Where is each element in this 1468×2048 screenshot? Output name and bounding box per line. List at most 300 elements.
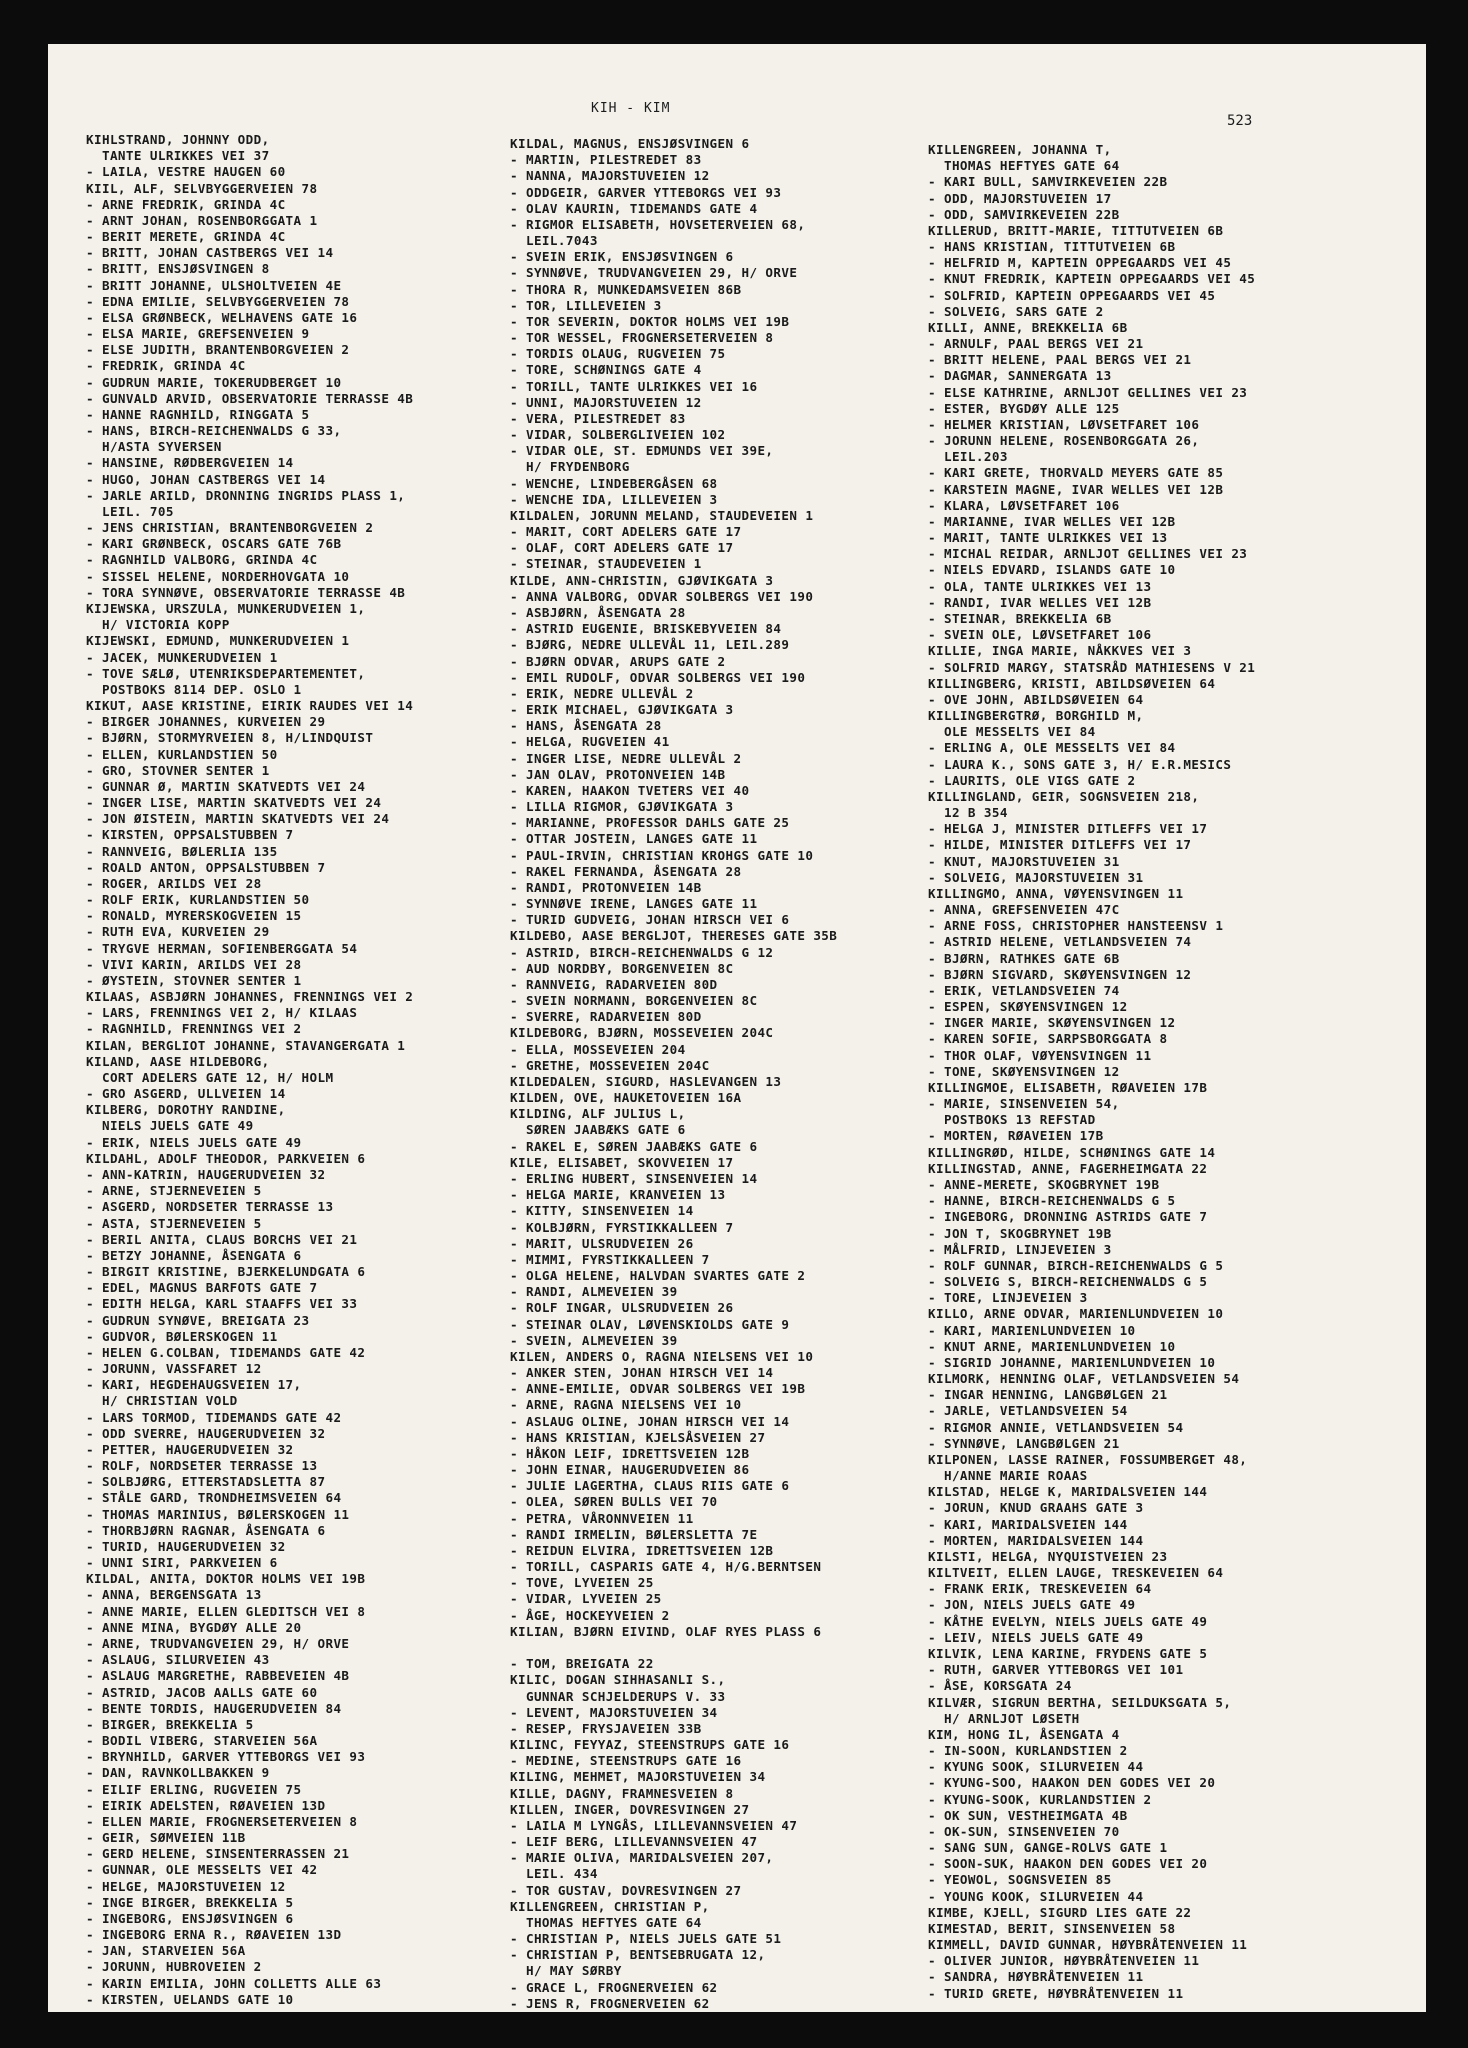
directory-entry: - GRO ASGERD, ULLVEIEN 14 (86, 1086, 286, 1102)
directory-entry: - GUNNAR Ø, MARTIN SKATVEDTS VEI 24 (86, 778, 366, 794)
directory-entry: - KÅTHE EVELYN, NIELS JUELS GATE 49 (928, 1613, 1208, 1629)
directory-entry: - GRACE L, FROGNERVEIEN 62 (510, 1979, 718, 1995)
directory-entry: - REIDUN ELVIRA, IDRETTSVEIEN 12B (510, 1542, 774, 1558)
directory-entry: - ERIK, NIELS JUELS GATE 49 (86, 1134, 302, 1150)
directory-entry: - ERIK, VETLANDSVEIEN 74 (928, 982, 1120, 998)
directory-entry: - KNUT, MAJORSTUVEIEN 31 (928, 853, 1120, 869)
directory-entry: - GUDRUN MARIE, TOKERUDBERGET 10 (86, 374, 342, 390)
directory-entry: - BRITT HELENE, PAAL BERGS VEI 21 (928, 352, 1192, 368)
directory-entry: - INGER LISE, MARTIN SKATVEDTS VEI 24 (86, 795, 382, 811)
directory-entry: - UNNI, MAJORSTUVEIEN 12 (510, 394, 702, 410)
directory-entry: THOMAS HEFTYES GATE 64 (510, 1914, 702, 1930)
directory-entry: KILTVEIT, ELLEN LAUGE, TRESKEVEIEN 64 (928, 1565, 1224, 1581)
directory-entry: - MORTEN, RØAVEIEN 17B (928, 1128, 1104, 1144)
directory-entry: - RONALD, MYRERSKOGVEIEN 15 (86, 908, 302, 924)
directory-entry: - MARTIN, PILESTREDET 83 (510, 152, 702, 168)
directory-entry: - PETRA, VÅRONNVEIEN 11 (510, 1510, 694, 1526)
directory-entry: - ARNE FOSS, CHRISTOPHER HANSTEENSV 1 (928, 918, 1224, 934)
directory-entry: - GUDVOR, BØLERSKOGEN 11 (86, 1328, 278, 1344)
directory-entry: - LILLA RIGMOR, GJØVIKGATA 3 (510, 799, 734, 815)
directory-entry: KILAND, AASE HILDEBORG, (86, 1053, 270, 1069)
directory-entry: KILLI, ANNE, BREKKELIA 6B (928, 319, 1128, 335)
directory-entry: H/ASTA SYVERSEN (86, 439, 222, 455)
directory-entry: - BRITT, ENSJØSVINGEN 8 (86, 261, 270, 277)
directory-entry: - LEIF BERG, LILLEVANNSVEIEN 47 (510, 1834, 758, 1850)
directory-entry: - LARS, FRENNINGS VEI 2, H/ KILAAS (86, 1005, 358, 1021)
directory-entry: KILDEBO, AASE BERGLJOT, THERESES GATE 35B (510, 928, 838, 944)
directory-entry: - ANNA, BERGENSGATA 13 (86, 1587, 262, 1603)
directory-entry: - ØYSTEIN, STOVNER SENTER 1 (86, 972, 302, 988)
directory-entry: - HANNE, BIRCH-REICHENWALDS G 5 (928, 1193, 1176, 1209)
directory-entry: - MARIT, CORT ADELERS GATE 17 (510, 524, 742, 540)
directory-entry: - SOLVEIG, MAJORSTUVEIEN 31 (928, 869, 1144, 885)
directory-entry: - STEINAR, BREKKELIA 6B (928, 610, 1112, 626)
directory-entry: KILAN, BERGLIOT JOHANNE, STAVANGERGATA 1 (86, 1037, 406, 1053)
directory-entry: KIMESTAD, BERIT, SINSENVEIEN 58 (928, 1920, 1176, 1936)
directory-entry: - SOON-SUK, HAAKON DEN GODES VEI 20 (928, 1856, 1208, 1872)
directory-entry: - SYNNØVE, TRUDVANGVEIEN 29, H/ ORVE (510, 265, 798, 281)
directory-entry: - JULIE LAGERTHA, CLAUS RIIS GATE 6 (510, 1478, 790, 1494)
directory-entry: KILE, ELISABET, SKOVVEIEN 17 (510, 1154, 734, 1170)
directory-entry: - INGAR HENNING, LANGBØLGEN 21 (928, 1387, 1168, 1403)
directory-entry: KILEN, ANDERS O, RAGNA NIELSENS VEI 10 (510, 1348, 814, 1364)
directory-entry: - INGER LISE, NEDRE ULLEVÅL 2 (510, 750, 742, 766)
directory-entry: H/ ARNLJOT LØSETH (928, 1710, 1080, 1726)
directory-entry: - JARLE, VETLANDSVEIEN 54 (928, 1403, 1128, 1419)
directory-entry: - RANDI IRMELIN, BØLERSLETTA 7E (510, 1526, 758, 1542)
directory-entry: - OLGA HELENE, HALVDAN SVARTES GATE 2 (510, 1268, 806, 1284)
directory-entry: KILIC, DOGAN SIHHASANLI S., (510, 1672, 726, 1688)
directory-entry: KILLEN, INGER, DOVRESVINGEN 27 (510, 1801, 750, 1817)
directory-entry: - RANNVEIG, BØLERLIA 135 (86, 843, 278, 859)
directory-entry: - EDITH HELGA, KARL STAAFFS VEI 33 (86, 1296, 358, 1312)
directory-entry: SØREN JAABÆKS GATE 6 (510, 1122, 686, 1138)
directory-entry: H/ MAY SØRBY (510, 1963, 622, 1979)
directory-entry: - SVEIN, ALMEVEIEN 39 (510, 1332, 678, 1348)
directory-entry: - RANDI, IVAR WELLES VEI 12B (928, 594, 1152, 610)
directory-entry: - ELSE KATHRINE, ARNLJOT GELLINES VEI 23 (928, 384, 1248, 400)
directory-entry: - KYUNG-SOOK, KURLANDSTIEN 2 (928, 1791, 1152, 1807)
directory-entry: - TOR, LILLEVEIEN 3 (510, 297, 662, 313)
directory-entry: - ODD, MAJORSTUVEIEN 17 (928, 190, 1112, 206)
directory-entry: - TORA SYNNØVE, OBSERVATORIE TERRASSE 4B (86, 584, 406, 600)
directory-entry: - ERIK, NEDRE ULLEVÅL 2 (510, 685, 694, 701)
directory-entry: - ASLAUG OLINE, JOHAN HIRSCH VEI 14 (510, 1413, 790, 1429)
directory-entry: - SVEIN NORMANN, BORGENVEIEN 8C (510, 993, 758, 1009)
directory-entry: - TORILL, CASPARIS GATE 4, H/G.BERNTSEN (510, 1559, 822, 1575)
directory-entry: - BIRGER JOHANNES, KURVEIEN 29 (86, 714, 326, 730)
directory-entry: - MARIANNE, PROFESSOR DAHLS GATE 25 (510, 815, 790, 831)
directory-entry: - ERLING HUBERT, SINSENVEIEN 14 (510, 1171, 758, 1186)
directory-entry: - TURID, HAUGERUDVEIEN 32 (86, 1538, 286, 1554)
directory-entry: - RIGMOR ANNIE, VETLANDSVEIEN 54 (928, 1419, 1184, 1435)
page-number: 523 (1227, 113, 1253, 129)
directory-entry: - NIELS EDVARD, ISLANDS GATE 10 (928, 562, 1176, 578)
directory-entry: - TOVE, LYVEIEN 25 (510, 1575, 654, 1591)
directory-entry: - JACEK, MUNKERUDVEIEN 1 (86, 649, 278, 665)
directory-entry: KILPONEN, LASSE RAINER, FOSSUMBERGET 48, (928, 1451, 1248, 1467)
directory-entry: KIIL, ALF, SELVBYGGERVEIEN 78 (86, 180, 318, 196)
directory-entry: - KARI GRETE, THORVALD MEYERS GATE 85 (928, 465, 1224, 481)
directory-entry: TANTE ULRIKKES VEI 37 (86, 148, 270, 164)
directory-entry: - TORILL, TANTE ULRIKKES VEI 16 (510, 378, 758, 394)
directory-entry: - SANDRA, HØYBRÅTENVEIEN 11 (928, 1969, 1144, 1985)
directory-entry: - RUTH EVA, KURVEIEN 29 (86, 924, 270, 940)
directory-entry: KIJEWSKI, EDMUND, MUNKERUDVEIEN 1 (86, 633, 350, 649)
directory-entry: - PETTER, HAUGERUDVEIEN 32 (86, 1441, 294, 1457)
directory-entry: KILLERUD, BRITT-MARIE, TITTUTVEIEN 6B (928, 222, 1224, 238)
directory-entry: - RANNVEIG, RADARVEIEN 80D (510, 976, 718, 992)
directory-entry: - JENS CHRISTIAN, BRANTENBORGVEIEN 2 (86, 520, 374, 536)
directory-entry: - VIVI KARIN, ARILDS VEI 28 (86, 956, 302, 972)
directory-entry: - ESPEN, SKØYENSVINGEN 12 (928, 999, 1128, 1015)
directory-entry: - LAILA, VESTRE HAUGEN 60 (86, 164, 286, 180)
directory-entry: - KAREN, HAAKON TVETERS VEI 40 (510, 782, 750, 798)
directory-entry: - KARI, MARIENLUNDVEIEN 10 (928, 1322, 1136, 1338)
directory-entry: - TOVE SÆLØ, UTENRIKSDEPARTEMENTET, (86, 665, 366, 681)
directory-entry: KILLINGBERGTRØ, BORGHILD M, (928, 708, 1144, 724)
directory-entry: - GUDRUN SYNØVE, BREIGATA 23 (86, 1312, 310, 1328)
directory-entry: KIMBE, KJELL, SIGURD LIES GATE 22 (928, 1904, 1192, 1920)
directory-entry: - KARI GRØNBECK, OSCARS GATE 76B (86, 536, 342, 552)
directory-entry: - YOUNG KOOK, SILURVEIEN 44 (928, 1888, 1144, 1904)
directory-entry: - EILIF ERLING, RUGVEIEN 75 (86, 1781, 302, 1797)
directory-entry: KILIAN, BJØRN EIVIND, OLAF RYES PLASS 6 (510, 1623, 822, 1639)
directory-entry: - THOMAS MARINIUS, BØLERSKOGEN 11 (86, 1506, 350, 1522)
directory-entry: - GUNNAR, OLE MESSELTS VEI 42 (86, 1862, 318, 1878)
directory-entry: - ODD SVERRE, HAUGERUDVEIEN 32 (86, 1425, 326, 1441)
directory-entry: - NANNA, MAJORSTUVEIEN 12 (510, 168, 710, 184)
directory-entry: KILLINGSTAD, ANNE, FAGERHEIMGATA 22 (928, 1160, 1208, 1176)
directory-entry: - JORUNN HELENE, ROSENBORGGATA 26, (928, 433, 1200, 449)
directory-entry: - SOLFRID MARGY, STATSRÅD MATHIESENS V 21 (928, 659, 1256, 675)
directory-entry: CORT ADELERS GATE 12, H/ HOLM (86, 1069, 334, 1085)
directory-entry: KILDEN, OVE, HAUKETOVEIEN 16A (510, 1090, 742, 1106)
directory-entry: - BJØRN, RATHKES GATE 6B (928, 950, 1120, 966)
directory-entry: - HELGA J, MINISTER DITLEFFS VEI 17 (928, 821, 1208, 837)
directory-entry: - ARNE, STJERNEVEIEN 5 (86, 1183, 262, 1199)
directory-entry: KILLINGLAND, GEIR, SOGNSVEIEN 218, (928, 788, 1200, 804)
directory-entry: - MORTEN, MARIDALSVEIEN 144 (928, 1532, 1144, 1548)
directory-entry: - HILDE, MINISTER DITLEFFS VEI 17 (928, 837, 1192, 853)
directory-entry: - KNUT FREDRIK, KAPTEIN OPPEGAARDS VEI 45 (928, 271, 1256, 287)
directory-entry: - KARI, HEGDEHAUGSVEIEN 17, (86, 1377, 302, 1393)
directory-entry: - AUD NORDBY, BORGENVEIEN 8C (510, 960, 734, 976)
directory-entry: - RESEP, FRYSJAVEIEN 33B (510, 1720, 702, 1736)
directory-entry: - MARIANNE, IVAR WELLES VEI 12B (928, 513, 1176, 529)
directory-entry: - SVEIN OLE, LØVSETFARET 106 (928, 627, 1152, 643)
directory-entry: - TURID GRETE, HØYBRÅTENVEIEN 11 (928, 1985, 1184, 2001)
directory-entry: KILAAS, ASBJØRN JOHANNES, FRENNINGS VEI 2 (86, 989, 414, 1005)
directory-entry: NIELS JUELS GATE 49 (86, 1118, 254, 1134)
directory-entry: - ANNE-EMILIE, ODVAR SOLBERGS VEI 19B (510, 1381, 806, 1397)
directory-entry: - MARIT, TANTE ULRIKKES VEI 13 (928, 530, 1168, 546)
directory-entry: - RIGMOR ELISABETH, HOVSETERVEIEN 68, (510, 216, 806, 232)
directory-entry: - JAN OLAV, PROTONVEIEN 14B (510, 766, 726, 782)
directory-entry: - HANS, BIRCH-REICHENWALDS G 33, (86, 423, 342, 439)
directory-entry: - KAREN SOFIE, SARPSBORGGATA 8 (928, 1031, 1168, 1047)
directory-entry: - LEVENT, MAJORSTUVEIEN 34 (510, 1704, 718, 1720)
directory-entry: 12 B 354 (928, 805, 1008, 821)
directory-entry: - KOLBJØRN, FYRSTIKKALLEEN 7 (510, 1219, 734, 1235)
directory-entry: - ÅGE, HOCKEYVEIEN 2 (510, 1607, 670, 1623)
directory-entry: - OLAF, CORT ADELERS GATE 17 (510, 540, 734, 556)
directory-entry: - KARIN EMILIA, JOHN COLLETTS ALLE 63 (86, 1975, 382, 1991)
directory-entry: KILVIK, LENA KARINE, FRYDENS GATE 5 (928, 1645, 1208, 1661)
directory-entry: - ANNA, GREFSENVEIEN 47C (928, 902, 1120, 918)
directory-entry: - BRITT, JOHAN CASTBERGS VEI 14 (86, 245, 334, 261)
directory-entry: - LAILA M LYNGÅS, LILLEVANNSVEIEN 47 (510, 1817, 798, 1833)
directory-entry: - LAURITS, OLE VIGS GATE 2 (928, 772, 1136, 788)
directory-entry: KILDAHL, ADOLF THEODOR, PARKVEIEN 6 (86, 1150, 366, 1166)
directory-entry: LEIL. 705 (86, 503, 174, 519)
directory-entry: - OLAV KAURIN, TIDEMANDS GATE 4 (510, 200, 758, 216)
directory-entry: - DAGMAR, SANNERGATA 13 (928, 368, 1112, 384)
directory-entry: - BENTE TORDIS, HAUGERUDVEIEN 84 (86, 1700, 342, 1716)
directory-entry: - GEIR, SØMVEIEN 11B (86, 1830, 246, 1846)
directory-entry: - INGEBORG, DRONNING ASTRIDS GATE 7 (928, 1209, 1208, 1225)
directory-entry: - GRO, STOVNER SENTER 1 (86, 762, 270, 778)
directory-entry: - HANS, ÅSENGATA 28 (510, 718, 662, 734)
directory-entry: - SOLBJØRG, ETTERSTADSLETTA 87 (86, 1474, 326, 1490)
directory-entry: - OLA, TANTE ULRIKKES VEI 13 (928, 578, 1152, 594)
directory-entry: - ANNE-MERETE, SKOGBRYNET 19B (928, 1177, 1160, 1192)
directory-entry: - DAN, RAVNKOLLBAKKEN 9 (86, 1765, 270, 1781)
directory-entry: - OVE JOHN, ABILDSØVEIEN 64 (928, 691, 1144, 707)
directory-entry: - IN-SOON, KURLANDSTIEN 2 (928, 1743, 1128, 1759)
directory-entry: - THORBJØRN RAGNAR, ÅSENGATA 6 (86, 1522, 326, 1538)
directory-entry: - RAGNHILD VALBORG, GRINDA 4C (86, 552, 318, 568)
directory-entry: - EIRIK ADELSTEN, RØAVEIEN 13D (86, 1797, 326, 1813)
directory-entry: - ODD, SAMVIRKEVEIEN 22B (928, 206, 1120, 222)
column-1 (86, 132, 413, 2008)
directory-entry: - VERA, PILESTREDET 83 (510, 410, 686, 426)
directory-entry: - KARI, MARIDALSVEIEN 144 (928, 1516, 1128, 1532)
directory-entry: KIMMELL, DAVID GUNNAR, HØYBRÅTENVEIEN 11 (928, 1937, 1248, 1953)
directory-entry: - OK-SUN, SINSENVEIEN 70 (928, 1823, 1120, 1839)
directory-entry: - MÅLFRID, LINJEVEIEN 3 (928, 1241, 1112, 1257)
directory-entry: - RUTH, GARVER YTTEBORGS VEI 101 (928, 1662, 1184, 1678)
directory-entry: - ANKER STEN, JOHAN HIRSCH VEI 14 (510, 1365, 774, 1381)
directory-entry: - SOLVEIG S, BIRCH-REICHENWALDS G 5 (928, 1274, 1208, 1290)
directory-entry: - BETZY JOHANNE, ÅSENGATA 6 (86, 1247, 302, 1263)
directory-entry: - MEDINE, STEENSTRUPS GATE 16 (510, 1753, 742, 1769)
directory-entry: POSTBOKS 13 REFSTAD (928, 1112, 1096, 1128)
directory-entry: - ASTRID EUGENIE, BRISKEBYVEIEN 84 (510, 621, 782, 637)
directory-entry: POSTBOKS 8114 DEP. OSLO 1 (86, 681, 302, 697)
directory-entry: - KARSTEIN MAGNE, IVAR WELLES VEI 12B (928, 481, 1224, 497)
directory-entry: - ASTRID, BIRCH-REICHENWALDS G 12 (510, 944, 774, 960)
directory-entry: KIJEWSKA, URSZULA, MUNKERUDVEIEN 1, (86, 600, 366, 616)
directory-entry: - GUNVALD ARVID, OBSERVATORIE TERRASSE 4B (86, 390, 414, 406)
directory-entry: - GRETHE, MOSSEVEIEN 204C (510, 1057, 710, 1073)
directory-entry: - ELSE JUDITH, BRANTENBORGVEIEN 2 (86, 342, 350, 358)
directory-entry: - SVEIN ERIK, ENSJØSVINGEN 6 (510, 249, 734, 265)
directory-entry: - KYUNG SOOK, SILURVEIEN 44 (928, 1759, 1144, 1775)
directory-entry: - JORUN, KNUD GRAAHS GATE 3 (928, 1500, 1144, 1516)
directory-entry: KIKUT, AASE KRISTINE, EIRIK RAUDES VEI 14 (86, 698, 414, 714)
directory-entry: - SOLVEIG, SARS GATE 2 (928, 303, 1104, 319)
directory-entry: - BIRGIT KRISTINE, BJERKELUNDGATA 6 (86, 1264, 366, 1280)
directory-entry: - MARIE OLIVA, MARIDALSVEIEN 207, (510, 1850, 774, 1866)
directory-entry: KILINC, FEYYAZ, STEENSTRUPS GATE 16 (510, 1737, 790, 1753)
directory-entry: - ROALD ANTON, OPPSALSTUBBEN 7 (86, 859, 326, 875)
directory-entry: - WENCHE IDA, LILLEVEIEN 3 (510, 491, 718, 507)
directory-entry: - MIMMI, FYRSTIKKALLEEN 7 (510, 1251, 710, 1267)
directory-entry: - WENCHE, LINDEBERGÅSEN 68 (510, 475, 718, 491)
directory-entry: - SISSEL HELENE, NORDERHOVGATA 10 (86, 568, 350, 584)
directory-entry: - ELLEN, KURLANDSTIEN 50 (86, 746, 278, 762)
directory-entry: - BIRGER, BREKKELIA 5 (86, 1716, 254, 1732)
directory-entry: - ARNULF, PAAL BERGS VEI 21 (928, 336, 1144, 352)
directory-entry: - HELFRID M, KAPTEIN OPPEGAARDS VEI 45 (928, 255, 1232, 271)
directory-entry: - EDNA EMILIE, SELVBYGGERVEIEN 78 (86, 293, 350, 309)
directory-entry: KILLINGMOE, ELISABETH, RØAVEIEN 17B (928, 1079, 1208, 1095)
directory-entry: KILLIE, INGA MARIE, NÅKKVES VEI 3 (928, 643, 1192, 659)
directory-entry: KIHLSTRAND, JOHNNY ODD, (86, 132, 270, 147)
directory-entry: - BERIT MERETE, GRINDA 4C (86, 229, 286, 245)
directory-entry: - ARNE, TRUDVANGVEIEN 29, H/ ORVE (86, 1635, 350, 1651)
directory-entry: - SANG SUN, GANGE-ROLVS GATE 1 (928, 1840, 1168, 1856)
directory-entry: KILDING, ALF JULIUS L, (510, 1106, 686, 1122)
directory-entry: - HUGO, JOHAN CASTBERGS VEI 14 (86, 471, 326, 487)
directory-entry: - HELGA, RUGVEIEN 41 (510, 734, 670, 750)
directory-entry: - KLARA, LØVSETFARET 106 (928, 497, 1120, 513)
directory-entry (510, 1640, 837, 1656)
directory-entry: - MICHAL REIDAR, ARNLJOT GELLINES VEI 23 (928, 546, 1248, 562)
directory-entry: - HÅKON LEIF, IDRETTSVEIEN 12B (510, 1445, 750, 1461)
directory-entry: - KYUNG-SOO, HAAKON DEN GODES VEI 20 (928, 1775, 1216, 1791)
directory-entry: KILBERG, DOROTHY RANDINE, (86, 1102, 286, 1118)
directory-page (48, 44, 1426, 2012)
directory-entry: - BJØRG, NEDRE ULLEVÅL 11, LEIL.289 (510, 637, 790, 653)
directory-entry: - OTTAR JOSTEIN, LANGES GATE 11 (510, 831, 758, 847)
directory-entry: - BJØRN ODVAR, ARUPS GATE 2 (510, 653, 726, 669)
directory-entry: - ELSA GRØNBECK, WELHAVENS GATE 16 (86, 309, 358, 325)
directory-entry: - GERD HELENE, SINSENTERRASSEN 21 (86, 1846, 350, 1862)
directory-entry: - ASLAUG MARGRETHE, RABBEVEIEN 4B (86, 1668, 350, 1684)
directory-entry: KILDAL, MAGNUS, ENSJØSVINGEN 6 (510, 136, 750, 151)
directory-entry: - ESTER, BYGDØY ALLE 125 (928, 400, 1120, 416)
directory-entry: - FRANK ERIK, TRESKEVEIEN 64 (928, 1581, 1152, 1597)
directory-entry: - ARNE, RAGNA NIELSENS VEI 10 (510, 1397, 742, 1413)
directory-entry: - TONE, SKØYENSVINGEN 12 (928, 1063, 1120, 1079)
directory-entry: - ANNA VALBORG, ODVAR SOLBERGS VEI 190 (510, 588, 814, 604)
directory-entry: - JARLE ARILD, DRONNING INGRIDS PLASS 1, (86, 487, 406, 503)
directory-entry: - UNNI SIRI, PARKVEIEN 6 (86, 1555, 278, 1571)
directory-entry: KILSTI, HELGA, NYQUISTVEIEN 23 (928, 1548, 1168, 1564)
directory-entry: - RANDI, PROTONVEIEN 14B (510, 879, 702, 895)
directory-entry: - EDEL, MAGNUS BARFOTS GATE 7 (86, 1280, 318, 1296)
directory-entry: THOMAS HEFTYES GATE 64 (928, 158, 1120, 174)
directory-entry: - HELEN G.COLBAN, TIDEMANDS GATE 42 (86, 1344, 366, 1360)
directory-entry: - TOR SEVERIN, DOKTOR HOLMS VEI 19B (510, 313, 790, 329)
directory-entry: - ANNE MINA, BYGDØY ALLE 20 (86, 1619, 302, 1635)
directory-entry: - MARIE, SINSENVEIEN 54, (928, 1096, 1120, 1112)
directory-entry: KILSTAD, HELGE K, MARIDALSVEIEN 144 (928, 1484, 1208, 1500)
directory-entry: - ELLEN MARIE, FROGNERSETERVEIEN 8 (86, 1813, 358, 1829)
directory-entry: GUNNAR SCHJELDERUPS V. 33 (510, 1688, 726, 1704)
directory-entry: - TOR GUSTAV, DOVRESVINGEN 27 (510, 1882, 742, 1898)
directory-entry: - OLEA, SØREN BULLS VEI 70 (510, 1494, 718, 1510)
directory-entry: - JON T, SKOGBRYNET 19B (928, 1225, 1112, 1241)
directory-entry: - TORDIS OLAUG, RUGVEIEN 75 (510, 346, 726, 362)
directory-entry: KILLO, ARNE ODVAR, MARIENLUNDVEIEN 10 (928, 1306, 1224, 1322)
directory-entry: - KITTY, SINSENVEIEN 14 (510, 1203, 694, 1219)
directory-entry: - JENS R, FROGNERVEIEN 62 (510, 1995, 710, 2011)
directory-entry: - SVERRE, RADARVEIEN 80D (510, 1009, 702, 1025)
directory-entry: - YEOWOL, SOGNSVEIEN 85 (928, 1872, 1112, 1888)
directory-entry: - ELLA, MOSSEVEIEN 204 (510, 1041, 686, 1057)
directory-entry: - RAKEL E, SØREN JAABÆKS GATE 6 (510, 1138, 758, 1154)
directory-entry: - SIGRID JOHANNE, MARIENLUNDVEIEN 10 (928, 1354, 1216, 1370)
directory-entry: H/ CHRISTIAN VOLD (86, 1393, 238, 1409)
directory-entry: - BJØRN SIGVARD, SKØYENSVINGEN 12 (928, 966, 1192, 982)
directory-entry: - RANDI, ALMEVEIEN 39 (510, 1284, 678, 1300)
directory-entry: KILLINGRØD, HILDE, SCHØNINGS GATE 14 (928, 1144, 1216, 1160)
directory-entry: - HANS KRISTIAN, KJELSÅSVEIEN 27 (510, 1429, 766, 1445)
directory-entry: - LAURA K., SONS GATE 3, H/ E.R.MESICS (928, 756, 1232, 772)
directory-entry: LEIL.203 (928, 449, 1008, 465)
directory-entry: - LARS TORMOD, TIDEMANDS GATE 42 (86, 1409, 342, 1425)
directory-entry: KILDALEN, JORUNN MELAND, STAUDEVEIEN 1 (510, 507, 814, 523)
directory-entry: - FREDRIK, GRINDA 4C (86, 358, 246, 374)
directory-entry: - KNUT ARNE, MARIENLUNDVEIEN 10 (928, 1338, 1176, 1354)
directory-entry: - THOR OLAF, VØYENSVINGEN 11 (928, 1047, 1152, 1063)
directory-entry: - OK SUN, VESTHEIMGATA 4B (928, 1807, 1128, 1823)
directory-entry: - ANN-KATRIN, HAUGERUDVEIEN 32 (86, 1167, 326, 1182)
directory-entry: - ASTRID HELENE, VETLANDSVEIEN 74 (928, 934, 1192, 950)
directory-entry: - TURID GUDVEIG, JOHAN HIRSCH VEI 6 (510, 912, 790, 928)
directory-entry: - ÅSE, KORSGATA 24 (928, 1678, 1072, 1694)
directory-entry: - ARNT JOHAN, ROSENBORGGATA 1 (86, 212, 318, 228)
directory-entry: - JON, NIELS JUELS GATE 49 (928, 1597, 1136, 1613)
directory-entry: - VIDAR, SOLBERGLIVEIEN 102 (510, 427, 726, 443)
directory-entry: KILVÆR, SIGRUN BERTHA, SEILDUKSGATA 5, (928, 1694, 1232, 1710)
directory-entry: - BJØRN, STORMYRVEIEN 8, H/LINDQUIST (86, 730, 374, 746)
directory-entry: - ASTRID, JACOB AALLS GATE 60 (86, 1684, 318, 1700)
directory-entry: - HANS KRISTIAN, TITTUTVEIEN 6B (928, 239, 1176, 255)
directory-entry: LEIL.7043 (510, 233, 598, 249)
directory-entry: - VIDAR, LYVEIEN 25 (510, 1591, 662, 1607)
directory-entry: - TORE, SCHØNINGS GATE 4 (510, 362, 702, 378)
directory-entry: - ARNE FREDRIK, GRINDA 4C (86, 196, 286, 212)
directory-entry: KILING, MEHMET, MAJORSTUVEIEN 34 (510, 1769, 766, 1785)
directory-entry: - MARIT, ULSRUDVEIEN 26 (510, 1235, 694, 1251)
directory-entry: - ERIK MICHAEL, GJØVIKGATA 3 (510, 702, 734, 718)
directory-entry: - ASLAUG, SILURVEIEN 43 (86, 1652, 270, 1668)
directory-entry: - LEIV, NIELS JUELS GATE 49 (928, 1629, 1144, 1645)
directory-entry: - TORE, LINJEVEIEN 3 (928, 1290, 1088, 1306)
column-2 (510, 136, 837, 2012)
directory-entry: - RAKEL FERNANDA, ÅSENGATA 28 (510, 863, 742, 879)
directory-entry: - ROLF INGAR, ULSRUDVEIEN 26 (510, 1300, 734, 1316)
directory-entry: OLE MESSELTS VEI 84 (928, 724, 1096, 740)
directory-entry: - ASBJØRN, ÅSENGATA 28 (510, 604, 686, 620)
directory-entry: - CHRISTIAN P, BENTSEBRUGATA 12, (510, 1947, 766, 1963)
directory-entry: - ELSA MARIE, GREFSENVEIEN 9 (86, 326, 310, 342)
directory-entry: KILLINGMO, ANNA, VØYENSVINGEN 11 (928, 885, 1184, 901)
directory-entry: H/ VICTORIA KOPP (86, 617, 230, 633)
directory-entry: KILLINGBERG, KRISTI, ABILDSØVEIEN 64 (928, 675, 1216, 691)
column-3 (928, 142, 1255, 2002)
directory-entry: - HELMER KRISTIAN, LØVSETFARET 106 (928, 416, 1200, 432)
directory-entry: - BRITT JOHANNE, ULSHOLTVEIEN 4E (86, 277, 342, 293)
directory-entry: - VIDAR OLE, ST. EDMUNDS VEI 39E, (510, 443, 774, 459)
directory-entry: - SYNNØVE IRENE, LANGES GATE 11 (510, 896, 758, 912)
directory-entry: - ASGERD, NORDSETER TERRASSE 13 (86, 1199, 334, 1215)
directory-entry: - INGEBORG, ENSJØSVINGEN 6 (86, 1910, 294, 1926)
